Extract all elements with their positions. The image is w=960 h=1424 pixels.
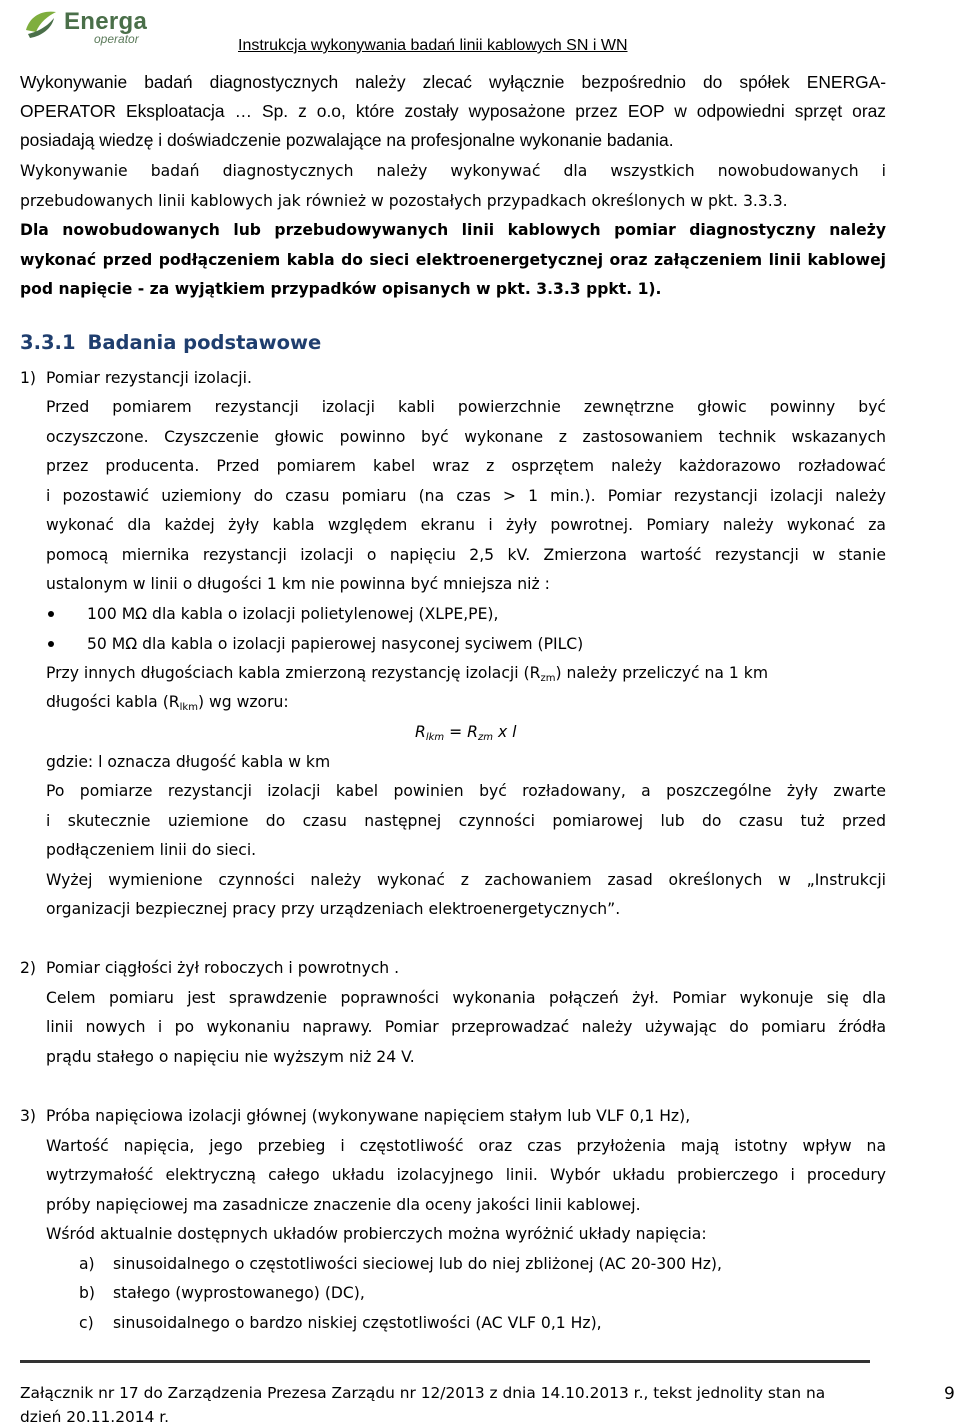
list-letter: b) <box>79 1284 95 1302</box>
item1-line: i pozostawić uziemiony do czasu pomiaru (na czas > 1 min.). Pomiar rezystancji izolacji należy <box>46 487 886 505</box>
item1-line: oczyszczone. Czyszczenie głowic powinno być wykonane z zastosowaniem technik wskazanych <box>46 428 886 446</box>
item-number: 2) <box>20 959 37 977</box>
intro-bold-line: Dla nowobudowanych lub przebudowywanych linii kablowych pomiar diagnostyczny należy <box>20 221 886 239</box>
item-title: Pomiar rezystancji izolacji. <box>46 369 252 387</box>
energa-logo <box>22 6 162 46</box>
item1-line: Wyżej wymienione czynności należy wykonać z zachowaniem zasad określonych w „Instrukcji <box>46 871 886 889</box>
intro-line: posiadają wiedzę i doświadczenie pozwalające na profesjonalne wykonanie badania. <box>20 130 674 150</box>
bullet-icon <box>48 641 54 647</box>
intro-line: OPERATOR Eksploatacja … Sp. z o.o, które zostały wyposażone przez EOP w odpowiedni sprzęt oraz <box>20 101 886 121</box>
logo-wordmark: Energa <box>64 8 148 35</box>
bullet-item: 50 MΩ dla kabla o izolacji papierowej nasyconej syciwem (PILC) <box>87 635 584 653</box>
item1-line: ustalonym w linii o długości 1 km nie powinna być mniejsza niż : <box>46 575 550 593</box>
list-item: sinusoidalnego o bardzo niskiej częstotliwości (AC VLF 0,1 Hz), <box>113 1314 602 1332</box>
item1-line: przez producenta. Przed pomiarem kabel wraz z osprzętem należy każdorazowo rozładować <box>46 457 886 475</box>
bullet-icon <box>48 611 54 617</box>
item1-line: Po pomiarze rezystancji izolacji kabel powinien być rozładowany, a poszczególne żyły zwarte <box>46 782 886 800</box>
item1-line <box>46 663 886 689</box>
item1-line: długości kabla $(R_{lkm})$ wg wzoru: <box>46 693 289 713</box>
item1-line: podłączeniem linii do sieci. <box>46 841 257 859</box>
page-number: 9 <box>944 1384 955 1404</box>
list-letter: a) <box>79 1255 95 1273</box>
footer-divider <box>20 1360 870 1363</box>
item-number: 3) <box>20 1107 37 1125</box>
list-letter: c) <box>79 1314 94 1332</box>
page-header <box>0 0 960 64</box>
formula-legend: gdzie: l oznacza długość kabla w km <box>46 753 331 771</box>
intro-line: przebudowanych linii kablowych jak również w pozostałych przypadkach określonych w pkt. 3.3.3. <box>20 192 788 210</box>
bullet-item: 100 MΩ dla kabla o izolacji polietylenowej (XLPE,PE), <box>87 605 499 623</box>
intro-bold-line: wykonać przed podłączeniem kabla do sieci elektroenergetycznej oraz załączeniem linii kablowej <box>20 251 886 269</box>
item1-line: Przed pomiarem rezystancji izolacji kabli powierzchnie zewnętrzne głowic powinny być <box>46 398 886 416</box>
section-heading <box>20 333 321 353</box>
section-number: 3.3.1 <box>20 331 76 354</box>
text-segment: Przy innych długościach kabla zmierzoną rezystancję izolacji $(R_{zm})$ należy przeliczyć na 1 km <box>46 664 769 684</box>
item-title: Próba napięciowa izolacji głównej (wykonywane napięciem stałym lub VLF 0,1 Hz), <box>46 1107 691 1125</box>
item3-line: wytrzymałość elektryczną całego układu izolacyjnego linii. Wybór układu probierczego i procedury <box>46 1166 886 1184</box>
item1-line: i skutecznie uziemione do czasu następnej czynności pomiarowej lub do czasu tuż przed <box>46 812 886 830</box>
item1-line: wykonać dla każdej żyły kabla względem ekranu i żyły powrotnej. Pomiary należy wykonać za <box>46 516 886 534</box>
list-item: stałego (wyprostowanego) (DC), <box>113 1284 365 1302</box>
item2-line: Celem pomiaru jest sprawdzenie poprawności wykonania połączeń żył. Pomiar wykonuje się dla <box>46 989 886 1007</box>
section-title: Badania podstawowe <box>87 331 322 354</box>
intro-line: Wykonywanie badań diagnostycznych należy zlecać wyłącznie bezpośrednio do spółek ENERGA- <box>20 72 886 92</box>
footer-note: Załącznik nr 17 do Zarządzenia Prezesa Zarządu nr 12/2013 z dnia 14.10.2013 r., tekst jednolity stan na dzień 20.11.2014 r. <box>20 1384 826 1424</box>
item2-line: linii nowych i po wykonaniu naprawy. Pomiar przeprowadzać należy używając do pomiaru źródła <box>46 1018 886 1036</box>
item-number: 1) <box>20 369 37 387</box>
item-title: Pomiar ciągłości żył roboczych i powrotnych . <box>46 959 400 977</box>
item3-line: Wśród aktualnie dostępnych układów probierczych można wyróżnić układy napięcia: <box>46 1225 707 1243</box>
formula: $R_{lkm} = R_{zm}$ x l <box>415 723 517 743</box>
item1-line: pomocą miernika rezystancji izolacji o napięciu 2,5 kV. Zmierzona wartość rezystancji w stanie <box>46 546 886 564</box>
item3-line: próby napięciowej ma zasadnicze znaczenie dla oceny jakości linii kablowej. <box>46 1196 641 1214</box>
intro-bold-line: pod napięcie - za wyjątkiem przypadków opisanych w pkt. 3.3.3 ppkt. 1). <box>20 280 662 298</box>
item2-line: prądu stałego o napięciu nie wyższym niż 24 V. <box>46 1048 415 1066</box>
item1-line: organizacji bezpiecznej pracy przy urządzeniach elektroenergetycznych”. <box>46 900 621 918</box>
intro-line: Wykonywanie badań diagnostycznych należy wykonywać dla wszystkich nowobudowanych i <box>20 162 886 180</box>
item3-line: Wartość napięcia, jego przebieg i częstotliwość oraz czas przyłożenia mają istotny wpływ na <box>46 1137 886 1155</box>
document-title: Instrukcja wykonywania badań linii kablowych SN i WN <box>238 37 628 54</box>
logo-subtitle: operator <box>94 32 139 46</box>
energa-leaf-icon <box>22 6 62 42</box>
list-item: sinusoidalnego o częstotliwości sieciowej lub do niej zbliżonej (AC 20-300 Hz), <box>113 1255 722 1273</box>
